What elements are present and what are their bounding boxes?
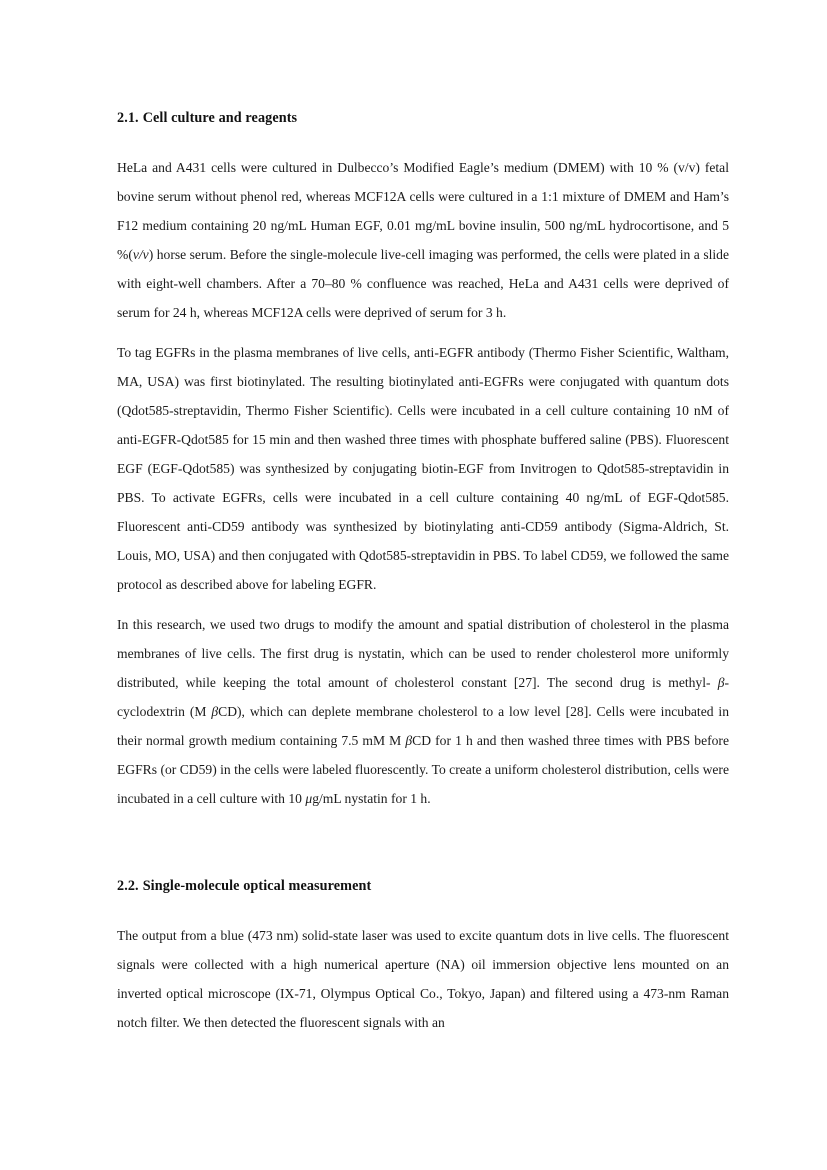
paragraph-optical-setup: The output from a blue (473 nm) solid-state laser was used to excite quantum dots in live cells. The fluorescent signals were collected with a high numerical aperture (NA) oil immersion objective lens mounted on an inverted optical microscope (IX-71, Olympus Optical Co., Tokyo, Japan) and filtered using a 473-nm Raman notch filter. We then detected the fluorescent signals with an [117,928,729,1030]
section-title-2-1: Cell culture and reagents [142,110,298,126]
section-heading-2-1 [117,108,729,128]
section-title-2-2: Single-molecule optical measurement [142,878,372,894]
section-heading-2-2 [117,876,729,896]
spacer-before-section-2-2 [117,813,729,876]
paragraph-egfr-labeling: To tag EGFRs in the plasma membranes of live cells, anti-EGFR antibody (Thermo Fisher Scientific, Waltham, MA, USA) was first biotinylated. The resulting biotinylated anti-EGFRs were conjugated with quantum dots (Qdot585-streptavidin, Thermo Fisher Scientific). Cells were incubated in a cell culture containing 10 nM of anti-EGFR-Qdot585 for 15 min and then washed three times with phosphate buffered saline (PBS). Fluorescent EGF (EGF-Qdot585) was synthesized by conjugating biotin-EGF from Invitrogen to Qdot585-streptavidin in PBS. To activate EGFRs, cells were incubated in a cell culture containing 40 ng/mL of EGF-Qdot585. Fluorescent anti-CD59 antibody was synthesized by biotinylating anti-CD59 antibody (Sigma-Aldrich, St. Louis, MO, USA) and then conjugated with Qdot585-streptavidin in PBS. To label CD59, we followed the same protocol as described above for labeling EGFR. [117,345,729,592]
section-number-2-1: 2.1. [117,110,139,126]
spacer-paragraph [117,599,729,610]
section-number-2-2: 2.2. [117,878,139,894]
paragraph-cholesterol-drugs: In this research, we used two drugs to modify the amount and spatial distribution of cholesterol in the plasma membranes of live cells. The first drug is nystatin, which can be used to render cholesterol more uniformly distributed, while keeping the total amount of cholesterol constant [27]. The second drug is methyl- β-cyclodextrin (M βCD), which can deplete membrane cholesterol to a low level [28]. Cells were incubated in their normal growth medium containing 7.5 mM M βCD for 1 h and then washed three times with PBS before EGFRs (or CD59) in the cells were labeled fluorescently. To create a uniform cholesterol distribution, cells were incubated in a cell culture with 10 μg/mL nystatin for 1 h. [117,617,729,806]
spacer-after-heading-2-2 [117,896,729,921]
page-content-column [117,108,729,1037]
paragraph-cell-culture-media: HeLa and A431 cells were cultured in Dulbecco’s Modified Eagle’s medium (DMEM) with 10 % (v/v) fetal bovine serum without phenol red, whereas MCF12A cells were cultured in a 1:1 mixture of DMEM and Ham’s F12 medium containing 20 ng/mL Human EGF, 0.01 mg/mL bovine insulin, 500 ng/mL hydrocortisone, and 5 %(v/v) horse serum. Before the single-molecule live-cell imaging was performed, the cells were plated in a slide with eight-well chambers. After a 70–80 % confluence was reached, HeLa and A431 cells were deprived of serum for 24 h, whereas MCF12A cells were deprived of serum for 3 h. [117,160,729,320]
spacer-after-heading-2-1 [117,128,729,153]
spacer-paragraph [117,327,729,338]
